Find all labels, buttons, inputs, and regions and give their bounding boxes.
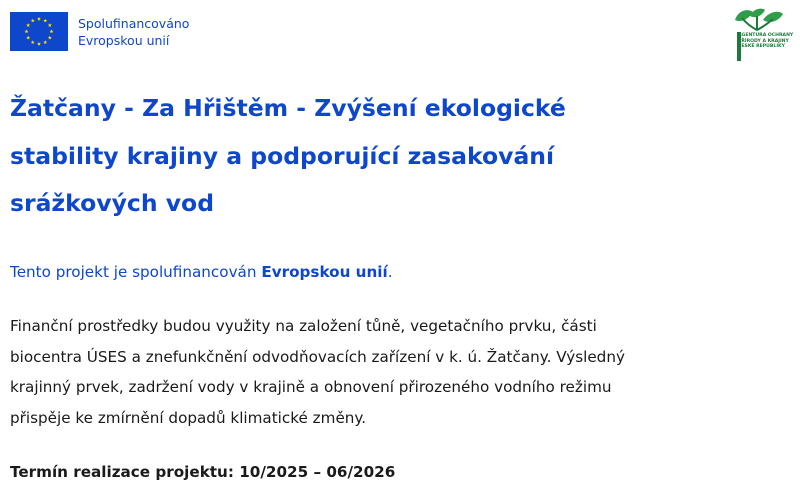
realization-term: Termín realizace projektu: 10/2025 – 06/2026 [10, 463, 396, 481]
description-line3: krajinný prvek, zadržení vody v krajině a obnovení přirozeného vodního režimu [10, 378, 612, 396]
aopk-logo-line3: ČESKÉ REPUBLIKY [738, 44, 785, 50]
description-line4: přispěje ke zmírnění dopadů klimatické změny. [10, 408, 367, 427]
aopk-logo-line2: PŘÍRODY A KRAJINY [738, 38, 789, 44]
eu-logo-text [78, 15, 189, 49]
project-description [10, 311, 790, 433]
description-line1: Finanční prostředky budou využity na založení tůně, vegetačního prvku, části [10, 317, 597, 335]
page-title [10, 85, 730, 228]
cofinancing-bold: Evropskou unií [261, 263, 388, 281]
page-title-line3: srážkových vod [10, 189, 215, 217]
page-title-line2: stability krajiny a podporující zasakování [10, 141, 555, 170]
eu-logo-line2: Evropskou unií [78, 32, 170, 48]
page-title-line1: Žatčany - Za Hřištěm - Zvýšení ekologické [10, 94, 566, 122]
aopk-logo-text [738, 33, 793, 50]
aopk-logo-line1: AGENTURA OCHRANY [738, 33, 794, 38]
cofinancing-prefix: Tento projekt je spolufinancován [10, 263, 262, 281]
eu-logo-line1: Spolufinancováno [78, 15, 190, 31]
eu-flag-icon [10, 12, 68, 51]
eu-cofinancing-logo [10, 12, 189, 51]
cofinancing-suffix: . [387, 263, 393, 281]
description-line2: biocentra ÚSES a znefunkčnění odvodňovacích zařízení v k. ú. Žatčany. Výsledný [10, 347, 625, 366]
cofinancing-statement [10, 261, 393, 283]
